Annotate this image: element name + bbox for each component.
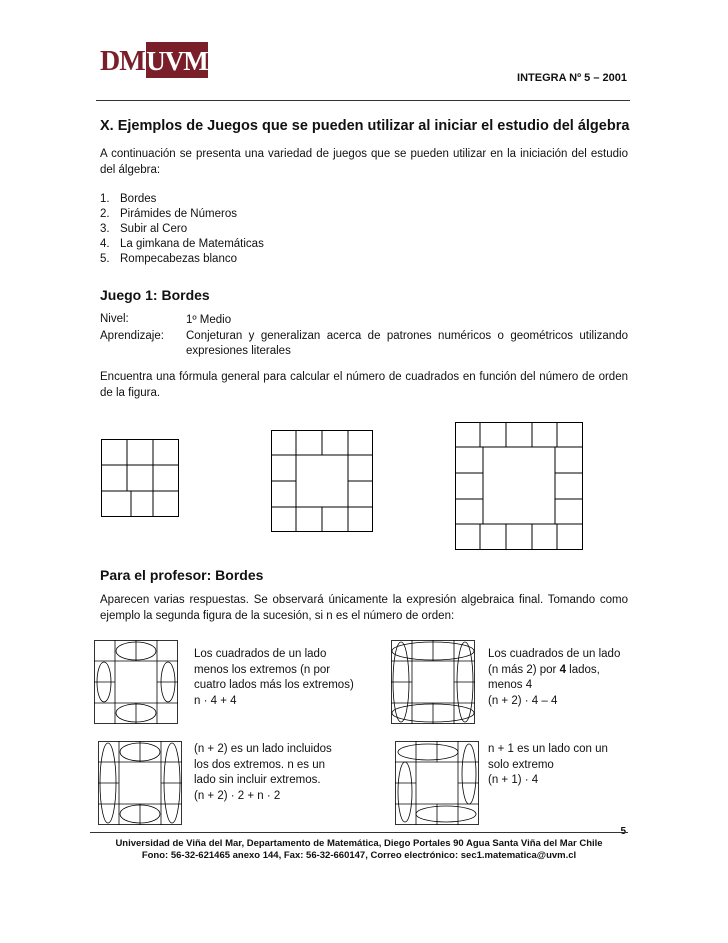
footer-rule [90,832,628,833]
aprendizaje-value: Conjeturan y generalizan acerca de patrones numéricos o geométricos utilizando expresiones literales [186,330,628,357]
teacher-paragraph: Aparecen varias respuestas. Se observará únicamente la expresión algebraica final. Tomando como ejemplo la segunda figura de la sucesión, si n es el número de orden: [100,594,628,622]
nivel-value: 1º Medio [186,314,232,326]
method-figure-3 [98,741,182,825]
nivel-label: Nivel: [100,313,129,325]
method-figure-2 [391,640,475,724]
logo-dm-text: DM [100,46,145,77]
method-figure-1 [94,640,178,724]
task-paragraph: Encuentra una fórmula general para calcular el número de cuadrados en función del número de orden de la figura. [100,371,628,399]
issue-label: INTEGRA Nº 5 – 2001 [517,72,627,84]
figure-4x4 [271,430,373,532]
logo-uvm-text: UVM [146,42,208,78]
game1-title: Juego 1: Bordes [100,287,210,303]
section-title: X. Ejemplos de Juegos que se pueden utilizar al iniciar el estudio del álgebra [100,118,630,134]
footer-contact: Fono: 56-32-621465 anexo 144, Fax: 56-32-660147, Correo electrónico: sec1.matematica@uvm.cl [141,850,577,861]
list-item: 3. Subir al Cero [100,223,188,235]
method-note-3: (n + 2) es un lado incluidos los dos extremos. n es un lado sin incluir extremos. (n + 2) · 2 + n · 2 [194,743,332,802]
intro-paragraph: A continuación se presenta una variedad de juegos que se pueden utilizar en la iniciación del estudio del álgebra: [100,148,628,176]
header-rule [96,100,630,101]
games-list [100,192,264,267]
aprendizaje-label: Aprendizaje: [100,330,164,342]
teacher-title: Para el profesor: Bordes [100,567,264,583]
figure-5x5 [455,422,583,550]
list-item: 1. Bordes [100,193,157,205]
method-figure-4 [395,741,479,825]
page-number: 5 [620,826,626,837]
method-note-1: Los cuadrados de un lado menos los extremos (n por cuatro lados más los extremos) n · 4 + 4 [194,648,354,707]
list-item: 5. Rompecabezas blanco [100,253,237,265]
method-note-4: n + 1 es un lado con un solo extremo (n + 1) · 4 [488,743,608,786]
list-item: 4. La gimkana de Matemáticas [100,238,264,250]
method-note-2: Los cuadrados de un lado (n más 2) por 4 lados, menos 4 (n + 2) · 4 – 4 [488,648,621,707]
list-item: 2. Pirámides de Números [100,208,237,220]
figure-3x3 [101,439,179,517]
uvm-logo [100,40,208,80]
footer-address: Universidad de Viña del Mar, Departamento de Matemática, Diego Portales 90 Agua Santa Viña del Mar Chile [115,838,603,849]
